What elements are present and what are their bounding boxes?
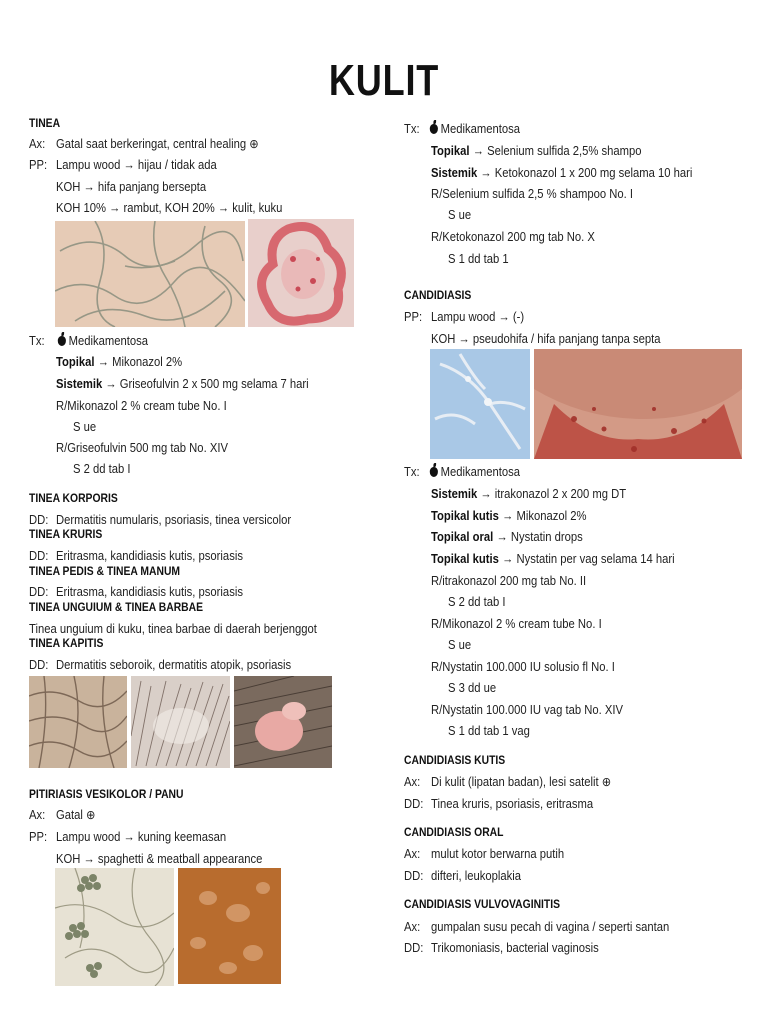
prescription-line: R/Mikonazol 2 % cream tube No. I: [431, 617, 602, 631]
dd-label: DD:: [404, 797, 424, 811]
dd-label: DD:: [29, 585, 49, 599]
tx-heading: [428, 465, 520, 479]
signa-line: S 1 dd tab 1: [448, 252, 509, 266]
tx-label: Tx:: [404, 122, 420, 136]
dd-text: Dermatitis numularis, psoriasis, tinea versicolor: [56, 513, 292, 527]
signa-line: S ue: [448, 208, 472, 222]
section-heading: CANDIDIASIS VULVOVAGINITIS: [404, 899, 561, 911]
spaghetti-meatball-image: [55, 868, 174, 986]
dd-label: DD:: [404, 941, 424, 955]
ax-label: Ax:: [404, 847, 421, 861]
signa-line: S 1 dd tab 1 vag: [448, 724, 530, 738]
topikal-oral-text: → Nystatin drops: [496, 530, 583, 544]
ax-text: Gatal ⊕: [56, 808, 96, 822]
tinea-lesion-image: [248, 219, 354, 327]
pp-text: Lampu wood → kuning keemasan: [56, 830, 227, 844]
section-heading: TINEA KAPITIS: [29, 638, 104, 650]
topikal-oral-line: [431, 530, 583, 544]
ax-label: Ax:: [29, 808, 46, 822]
sistemik-text: → Ketokonazol 1 x 200 mg selama 10 hari: [480, 166, 693, 180]
topikal-line: [431, 144, 642, 158]
prescription-line: R/Selenium sulfida 2,5 % shampoo No. I: [431, 187, 633, 201]
topikal-kutis-text: → Mikonazol 2%: [502, 509, 587, 523]
ax-text: gumpalan susu pecah di vagina / seperti santan: [431, 920, 670, 934]
signa-line: S ue: [448, 638, 472, 652]
section-heading: TINEA KRURIS: [29, 529, 103, 541]
prescription-line: R/Nystatin 100.000 IU solusio fl No. I: [431, 660, 615, 674]
panu-lesion-image: [178, 868, 281, 984]
section-heading: TINEA UNGUIUM & TINEA BARBAE: [29, 602, 204, 614]
section-heading: CANDIDIASIS KUTIS: [404, 755, 506, 767]
tx-label: Tx:: [404, 465, 420, 479]
apple-icon: [430, 467, 438, 477]
dd-text: Tinea kruris, psoriasis, eritrasma: [431, 797, 594, 811]
tx-heading: [56, 334, 148, 348]
kapitis-image-3: [234, 676, 332, 768]
prescription-line: R/itrakonazol 200 mg tab No. II: [431, 574, 587, 588]
page-title: KULIT: [328, 56, 440, 105]
sistemik-text: → Griseofulvin 2 x 500 mg selama 7 hari: [105, 377, 309, 391]
section-heading: TINEA KORPORIS: [29, 493, 118, 505]
pp-text: Lampu wood → (-): [431, 310, 525, 324]
dd-label: DD:: [29, 549, 49, 563]
tx-head-text: Medikamentosa: [440, 122, 521, 136]
sistemik-text: → itrakonazol 2 x 200 mg DT: [480, 487, 627, 501]
tx-head-text: Medikamentosa: [440, 465, 521, 479]
topikal-kutis-label: Topikal kutis: [431, 509, 499, 523]
dd-text: Eritrasma, kandidiasis kutis, psoriasis: [56, 585, 243, 599]
section-heading: TINEA PEDIS & TINEA MANUM: [29, 566, 181, 578]
signa-line: S 3 dd ue: [448, 681, 497, 695]
koh-microscopy-image: [55, 221, 245, 327]
signa-line: S 2 dd tab I: [73, 462, 131, 476]
kapitis-image-2: [131, 676, 230, 768]
kapitis-image-1: [29, 676, 127, 768]
apple-icon: [58, 336, 66, 346]
ax-label: Ax:: [404, 920, 421, 934]
topikal-text: → Mikonazol 2%: [97, 355, 183, 369]
dd-text: Eritrasma, kandidiasis kutis, psoriasis: [56, 549, 243, 563]
sistemik-line: [56, 377, 309, 391]
tx-head-text: Medikamentosa: [68, 334, 149, 348]
topikal-kutis-line: [431, 509, 586, 523]
ax-label: Ax:: [404, 775, 421, 789]
tx-heading: [428, 122, 520, 136]
topikal-kutis-line: [431, 552, 675, 566]
pp-text: KOH → spaghetti & meatball appearance: [56, 852, 263, 866]
topikal-line: [56, 355, 182, 369]
section-heading: PITIRIASIS VESIKOLOR / PANU: [29, 789, 184, 801]
pp-label: PP:: [29, 158, 48, 172]
signa-line: S ue: [73, 420, 97, 434]
prescription-line: R/Griseofulvin 500 mg tab No. XIV: [56, 441, 228, 455]
dd-text: difteri, leukoplakia: [431, 869, 522, 883]
pp-label: PP:: [29, 830, 48, 844]
prescription-line: R/Ketokonazol 200 mg tab No. X: [431, 230, 595, 244]
pp-text: KOH 10% → rambut, KOH 20% → kulit, kuku: [56, 201, 283, 215]
section-heading: CANDIDIASIS: [404, 290, 472, 302]
sistemik-line: [431, 487, 626, 501]
sistemik-label: Sistemik: [431, 487, 478, 501]
dd-text: Dermatitis seboroik, dermatitis atopik, psoriasis: [56, 658, 292, 672]
pseudohyphae-image: [430, 349, 530, 459]
sistemik-label: Sistemik: [431, 166, 478, 180]
dd-text: Trikomoniasis, bacterial vaginosis: [431, 941, 599, 955]
body-text: Tinea unguium di kuku, tinea barbae di daerah berjenggot: [29, 622, 317, 636]
section-heading: CANDIDIASIS ORAL: [404, 827, 504, 839]
signa-line: S 2 dd tab I: [448, 595, 506, 609]
topikal-kutis-text: → Nystatin per vag selama 14 hari: [502, 552, 675, 566]
ax-text: Di kulit (lipatan badan), lesi satelit ⊕: [431, 775, 612, 789]
dd-label: DD:: [404, 869, 424, 883]
candidiasis-lesion-image: [534, 349, 742, 459]
pp-text: KOH → hifa panjang bersepta: [56, 180, 207, 194]
section-heading: TINEA: [29, 118, 61, 130]
sistemik-label: Sistemik: [56, 377, 103, 391]
prescription-line: R/Nystatin 100.000 IU vag tab No. XIV: [431, 703, 623, 717]
prescription-line: R/Mikonazol 2 % cream tube No. I: [56, 399, 227, 413]
topikal-label: Topikal: [431, 144, 470, 158]
ax-label: Ax:: [29, 137, 46, 151]
topikal-label: Topikal: [56, 355, 95, 369]
tx-label: Tx:: [29, 334, 45, 348]
ax-text: mulut kotor berwarna putih: [431, 847, 565, 861]
sistemik-line: [431, 166, 692, 180]
dd-label: DD:: [29, 513, 49, 527]
apple-icon: [430, 124, 438, 134]
pp-label: PP:: [404, 310, 423, 324]
pp-text: Lampu wood → hijau / tidak ada: [56, 158, 217, 172]
ax-text: Gatal saat berkeringat, central healing ⊕: [56, 137, 259, 151]
topikal-text: → Selenium sulfida 2,5% shampo: [472, 144, 642, 158]
topikal-oral-label: Topikal oral: [431, 530, 494, 544]
topikal-kutis-label: Topikal kutis: [431, 552, 499, 566]
dd-label: DD:: [29, 658, 49, 672]
pp-text: KOH → pseudohifa / hifa panjang tanpa septa: [431, 332, 661, 346]
